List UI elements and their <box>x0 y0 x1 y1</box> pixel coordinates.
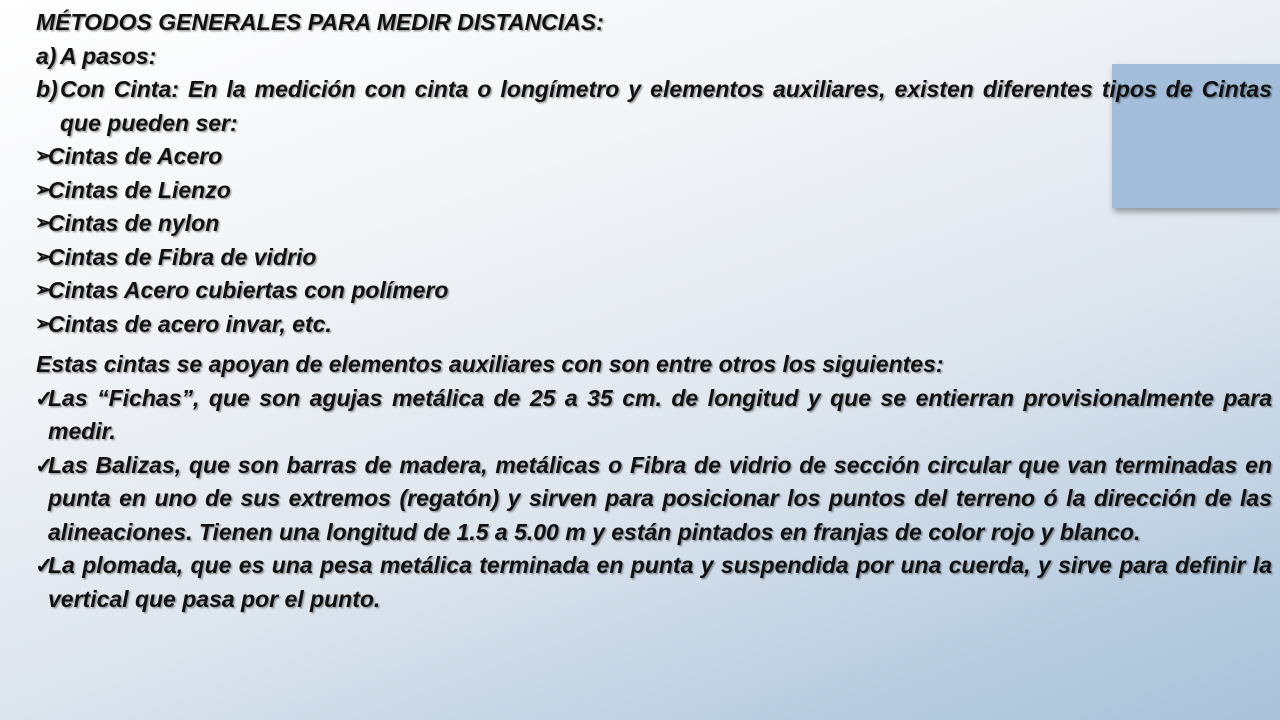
method-text: A pasos: <box>60 42 157 69</box>
arrowhead-bullet-icon: ➢ <box>35 245 52 268</box>
list-item <box>36 207 1272 241</box>
list-item-text: Cintas de Lienzo <box>48 176 231 203</box>
list-item-text: Cintas de Fibra de vidrio <box>48 243 317 270</box>
arrowhead-bullet-icon: ➢ <box>35 312 52 335</box>
list-item-text: Cintas de nylon <box>48 210 220 236</box>
method-item-b <box>36 73 1272 140</box>
slide-content <box>36 6 1272 616</box>
arrowhead-bullet-icon: ➢ <box>35 178 52 201</box>
list-item-text: Las “Fichas”, que son agujas metálica de 25 a 35 cm. de longitud y que se entierran provisionalmente para medir. <box>48 384 1272 444</box>
auxiliary-intro: Estas cintas se apoyan de elementos auxiliares con son entre otros los siguientes: <box>36 351 944 377</box>
method-letter: a) <box>36 42 57 69</box>
arrowhead-bullet-icon: ➢ <box>35 145 52 167</box>
slide-heading: MÉTODOS GENERALES PARA MEDIR DISTANCIAS: <box>36 9 604 35</box>
list-item-text: Cintas de acero invar, etc. <box>48 310 332 337</box>
list-item-text: Cintas de Acero <box>48 143 223 169</box>
arrowhead-bullet-icon: ➢ <box>35 212 52 234</box>
list-item <box>36 308 1272 342</box>
list-item <box>36 382 1272 449</box>
method-text: Con Cinta: En la medición con cinta o longímetro y elementos auxiliares, existen diferentes tipos de Cintas que pueden ser: <box>60 76 1272 136</box>
arrowhead-bullet-icon: ➢ <box>35 279 52 301</box>
checkmark-bullet-icon: ✓ <box>35 385 54 411</box>
list-item <box>36 241 1272 275</box>
method-letter: b) <box>36 76 58 102</box>
checkmark-bullet-icon: ✓ <box>35 553 54 578</box>
list-item <box>36 449 1272 550</box>
method-item-a <box>36 40 1272 74</box>
checkmark-bullet-icon: ✓ <box>35 452 54 478</box>
list-item <box>36 174 1272 208</box>
list-item <box>36 274 1272 308</box>
list-item <box>36 549 1272 616</box>
auxiliary-elements-list <box>36 382 1272 617</box>
list-item-text: La plomada, que es una pesa metálica terminada en punta y suspendida por una cuerda, y sirve para definir la vertical que pasa por el punto. <box>48 552 1272 612</box>
list-item-text: Cintas Acero cubiertas con polímero <box>48 277 449 303</box>
tape-types-list <box>36 140 1272 341</box>
list-item-text: Las Balizas, que son barras de madera, metálicas o Fibra de vidrio de sección circular que van terminadas en punta en uno de sus extremos (regatón) y sirven para posicionar los puntos del terreno ó la dirección de las alineaciones. Tienen una longitud de 1.5 a 5.00 m y están pintados en franjas de color rojo y blanco. <box>48 451 1272 545</box>
list-item <box>36 140 1272 174</box>
